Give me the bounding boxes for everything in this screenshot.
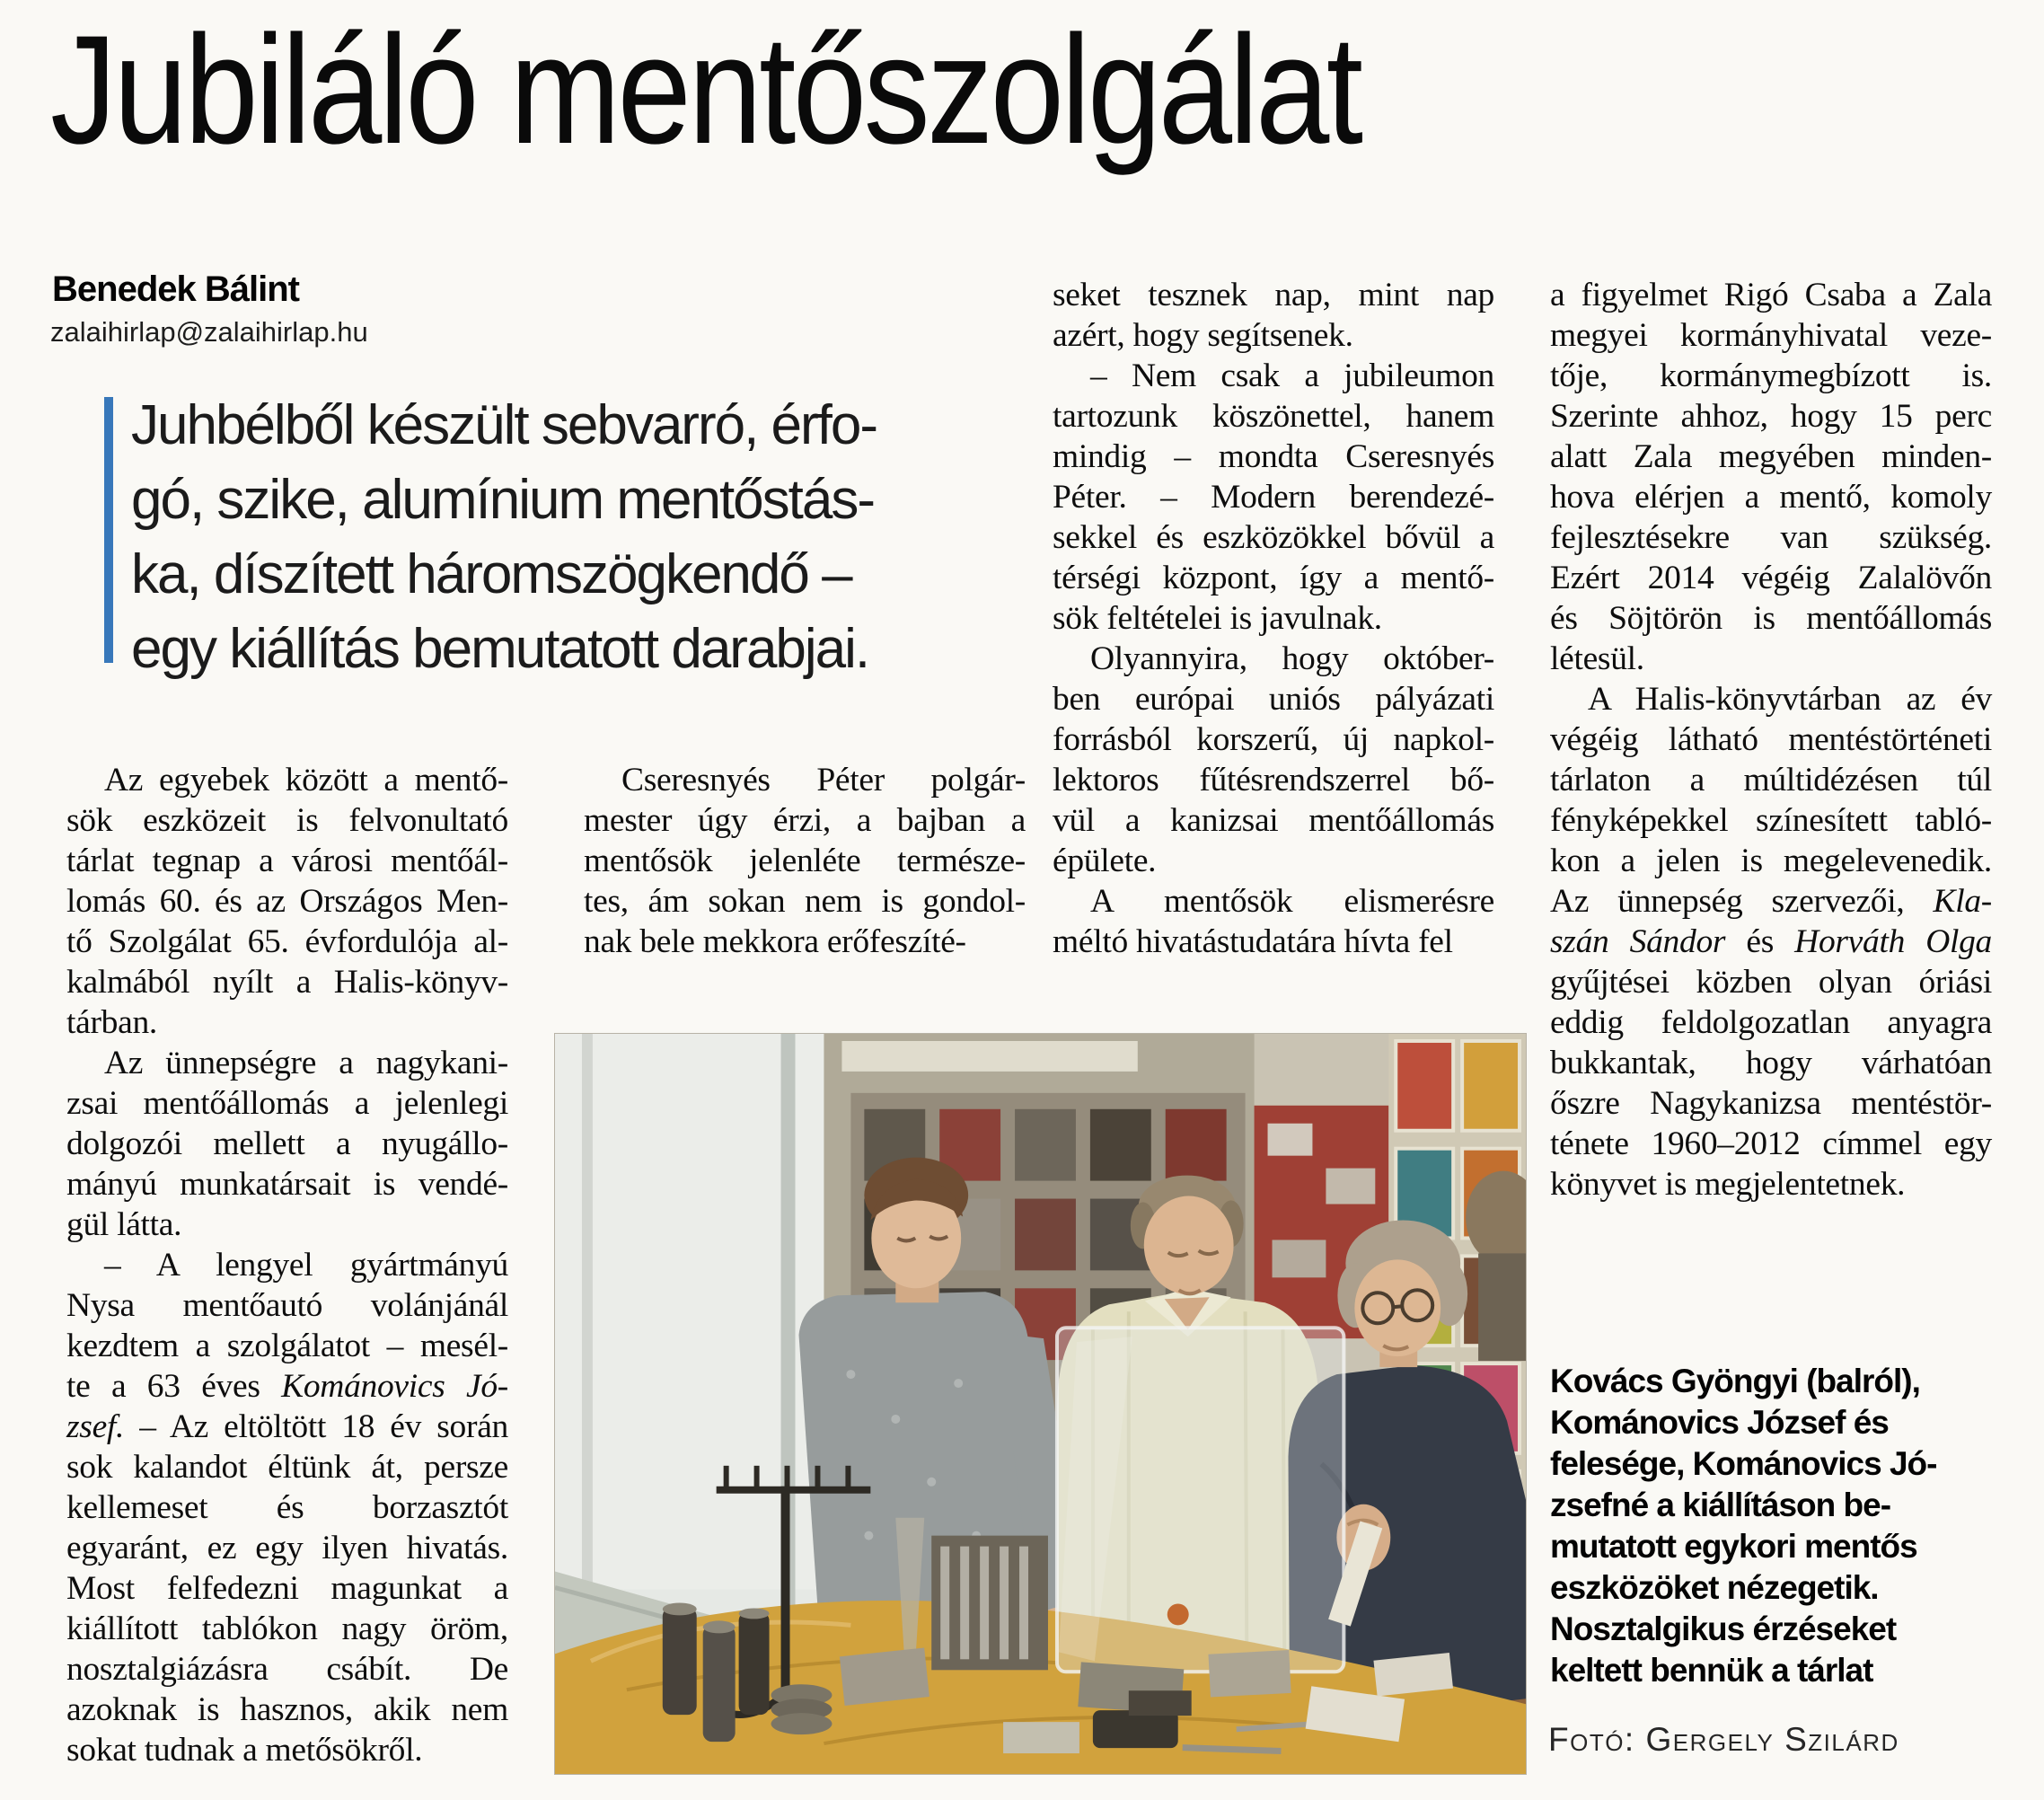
text-line: gyűjtései közben olyan óriási xyxy=(1550,964,1992,1001)
text-line: épülete. xyxy=(1053,843,1157,879)
text-line: Péter. – Modern berendezé- xyxy=(1053,479,1494,516)
text-line: tes, ám sokan nem is gondol- xyxy=(584,883,1026,920)
text-line: bukkantak, hogy várhatóan xyxy=(1550,1045,1992,1081)
text-line: könyvet is megjelentetnek. xyxy=(1550,1166,1906,1203)
paragraph xyxy=(66,1245,508,1770)
article-title: Jubiláló mentőszolgálat xyxy=(50,4,1361,176)
text-line: tartozunk köszönettel, hanem xyxy=(1053,398,1494,435)
text-line: Olyannyira, hogy október- xyxy=(1090,640,1494,677)
paragraph xyxy=(1053,639,1494,881)
text-line: hova elérjen a mentő, komoly xyxy=(1550,479,1992,516)
text-line: fényképekkel színesített tabló- xyxy=(1550,802,1992,839)
text-line: Az ünnepségre a nagykani- xyxy=(104,1045,508,1081)
text-line: létesül. xyxy=(1550,640,1644,677)
scan-tint xyxy=(555,1034,1526,1774)
text-line: zsefné a kiállításon be- xyxy=(1550,1487,1891,1523)
text-line: kellemeset és borzasztót xyxy=(66,1489,508,1526)
text-line: gül látta. xyxy=(66,1206,182,1243)
text-line: eddig feldolgozatlan anyagra xyxy=(1550,1004,1992,1041)
paragraph xyxy=(1053,356,1494,639)
text-line: dolgozói mellett a nyugállo- xyxy=(66,1125,508,1162)
text-line: Nysa mentőautó volánjánál xyxy=(66,1287,508,1324)
text-line: te a 63 éves Kománovics Jó- xyxy=(66,1368,508,1405)
text-line: egyaránt, ez egy ilyen hivatás. xyxy=(66,1530,508,1566)
text-line: – A lengyel gyártmányú xyxy=(104,1247,508,1284)
article-column-2 xyxy=(584,760,1026,962)
byline-author: Benedek Bálint xyxy=(52,269,299,309)
article-column-1 xyxy=(66,760,508,1770)
text-line: vül a kanizsai mentőállomás xyxy=(1053,802,1494,839)
text-line: Juhbélből készült sebvarró, érfo- xyxy=(131,394,877,456)
text-line: nosztalgiázásra csábít. De xyxy=(66,1651,508,1688)
text-line: ténete 1960–2012 címmel egy xyxy=(1550,1125,1992,1162)
paragraph xyxy=(1053,275,1494,356)
text-line: kalmából nyílt a Halis-könyv- xyxy=(66,964,508,1001)
text-line: ka, díszített háromszögkendő – xyxy=(131,543,851,605)
text-line: kiállított tablókon nagy öröm, xyxy=(66,1610,508,1647)
text-line: tárlaton a múltidézésen túl xyxy=(1550,762,1992,799)
text-line: kon a jelen is megelevenedik. xyxy=(1550,843,1992,879)
text-line: ben európai uniós pályázati xyxy=(1053,681,1494,718)
text-line: seket tesznek nap, mint nap xyxy=(1053,277,1494,313)
photo-illustration xyxy=(555,1034,1526,1774)
article-lead xyxy=(131,388,1038,686)
text-line: gó, szike, alumínium mentőstás- xyxy=(131,469,875,531)
text-line: Kovács Gyöngyi (balról), xyxy=(1550,1363,1920,1399)
text-line: nak bele mekkora erőfeszíté- xyxy=(584,923,966,960)
text-line: térségi központ, így a mentő- xyxy=(1053,560,1494,596)
paragraph xyxy=(66,1043,508,1245)
text-line: lektoros fűtésrendszerrel bő- xyxy=(1053,762,1494,799)
text-line: forrásból korszerű, új napkol- xyxy=(1053,721,1494,758)
photo-caption xyxy=(1550,1361,2008,1691)
text-line: tárban. xyxy=(66,1004,157,1041)
text-line: lomás 60. és az Országos Men- xyxy=(66,883,508,920)
text-line: mindig – mondta Cseresnyés xyxy=(1053,438,1494,475)
text-line: Most felfedezni magunkat a xyxy=(66,1570,508,1607)
text-line: sokat tudnak a metősökről. xyxy=(66,1732,423,1769)
article-column-3 xyxy=(1053,275,1494,962)
paragraph xyxy=(66,760,508,1043)
text-line: Kománovics József és xyxy=(1550,1404,1889,1441)
paragraph xyxy=(584,760,1026,962)
text-line: mányú munkatársait is vendé- xyxy=(66,1166,508,1203)
text-line: sok kalandot éltünk át, persze xyxy=(66,1449,508,1486)
text-line: tő Szolgálat 65. évfordulója al- xyxy=(66,923,508,960)
photo-credit-text: Fotó: Gergely Szilárd xyxy=(1548,1721,1899,1758)
text-line: mester úgy érzi, a bajban a xyxy=(584,802,1026,839)
text-line: Cseresnyés Péter polgár- xyxy=(621,762,1026,799)
text-line: azért, hogy segítsenek. xyxy=(1053,317,1353,354)
photo-credit xyxy=(1548,1721,1899,1759)
text-line: tárlat tegnap a városi mentőál- xyxy=(66,843,508,879)
text-line: Nosztalgikus érzéseket xyxy=(1550,1610,1897,1647)
text-line: sök feltételei is javulnak. xyxy=(1053,600,1382,637)
text-line: zsai mentőállomás a jelenlegi xyxy=(66,1085,508,1122)
text-line: Az egyebek között a mentő- xyxy=(104,762,508,799)
text-line: sekkel és eszközökkel bővül a xyxy=(1053,519,1494,556)
text-line: alatt Zala megyében minden- xyxy=(1550,438,1992,475)
text-line: mentősök jelenléte természe- xyxy=(584,843,1026,879)
paragraph xyxy=(1550,275,1992,679)
text-line: Az ünnepség szervezői, Kla- xyxy=(1550,883,1992,920)
text-line: sök eszközeit is felvonultató xyxy=(66,802,508,839)
text-line: méltó hivatástudatára hívta fel xyxy=(1053,923,1453,960)
text-line: tője, kormánymegbízott is. xyxy=(1550,357,1992,394)
text-line: a figyelmet Rigó Csaba a Zala xyxy=(1550,277,1992,313)
text-line: A mentősök elismerésre xyxy=(1090,883,1494,920)
paragraph xyxy=(1053,881,1494,962)
text-line: – Nem csak a jubileumon xyxy=(1090,357,1494,394)
text-line: őszre Nagykanizsa mentéstör- xyxy=(1550,1085,1992,1122)
text-line: egy kiállítás bemutatott darabjai. xyxy=(131,618,869,680)
text-line: kezdtem a szolgálatot – mesél- xyxy=(66,1328,508,1364)
text-line: fejlesztésekre van szükség. xyxy=(1550,519,1992,556)
text-line: A Halis-könyvtárban az év xyxy=(1588,681,1992,718)
article-photo xyxy=(554,1033,1527,1775)
lead-accent-bar xyxy=(104,397,113,663)
text-line: eszközöket nézegetik. xyxy=(1550,1569,1879,1606)
byline-email: zalaihirlap@zalaihirlap.hu xyxy=(50,316,368,348)
paragraph xyxy=(1550,679,1992,1204)
text-line: mutatott egykori mentős xyxy=(1550,1528,1917,1565)
text-line: Ezért 2014 végéig Zalalövőn xyxy=(1550,560,1992,596)
text-line: keltett bennük a tárlat xyxy=(1550,1652,1873,1689)
text-line: Szerinte ahhoz, hogy 15 perc xyxy=(1550,398,1992,435)
text-line: szán Sándor és Horváth Olga xyxy=(1550,923,1993,960)
text-line: felesége, Kománovics Jó- xyxy=(1550,1445,1937,1482)
text-line: megyei kormányhivatal veze- xyxy=(1550,317,1992,354)
text-line: zsef. – Az eltöltött 18 év során xyxy=(66,1408,508,1445)
article-column-4 xyxy=(1550,275,1992,1204)
text-line: azoknak is hasznos, akik nem xyxy=(66,1691,508,1728)
text-line: és Söjtörön is mentőállomás xyxy=(1550,600,1992,637)
text-line: végéig látható mentéstörténeti xyxy=(1550,721,1992,758)
